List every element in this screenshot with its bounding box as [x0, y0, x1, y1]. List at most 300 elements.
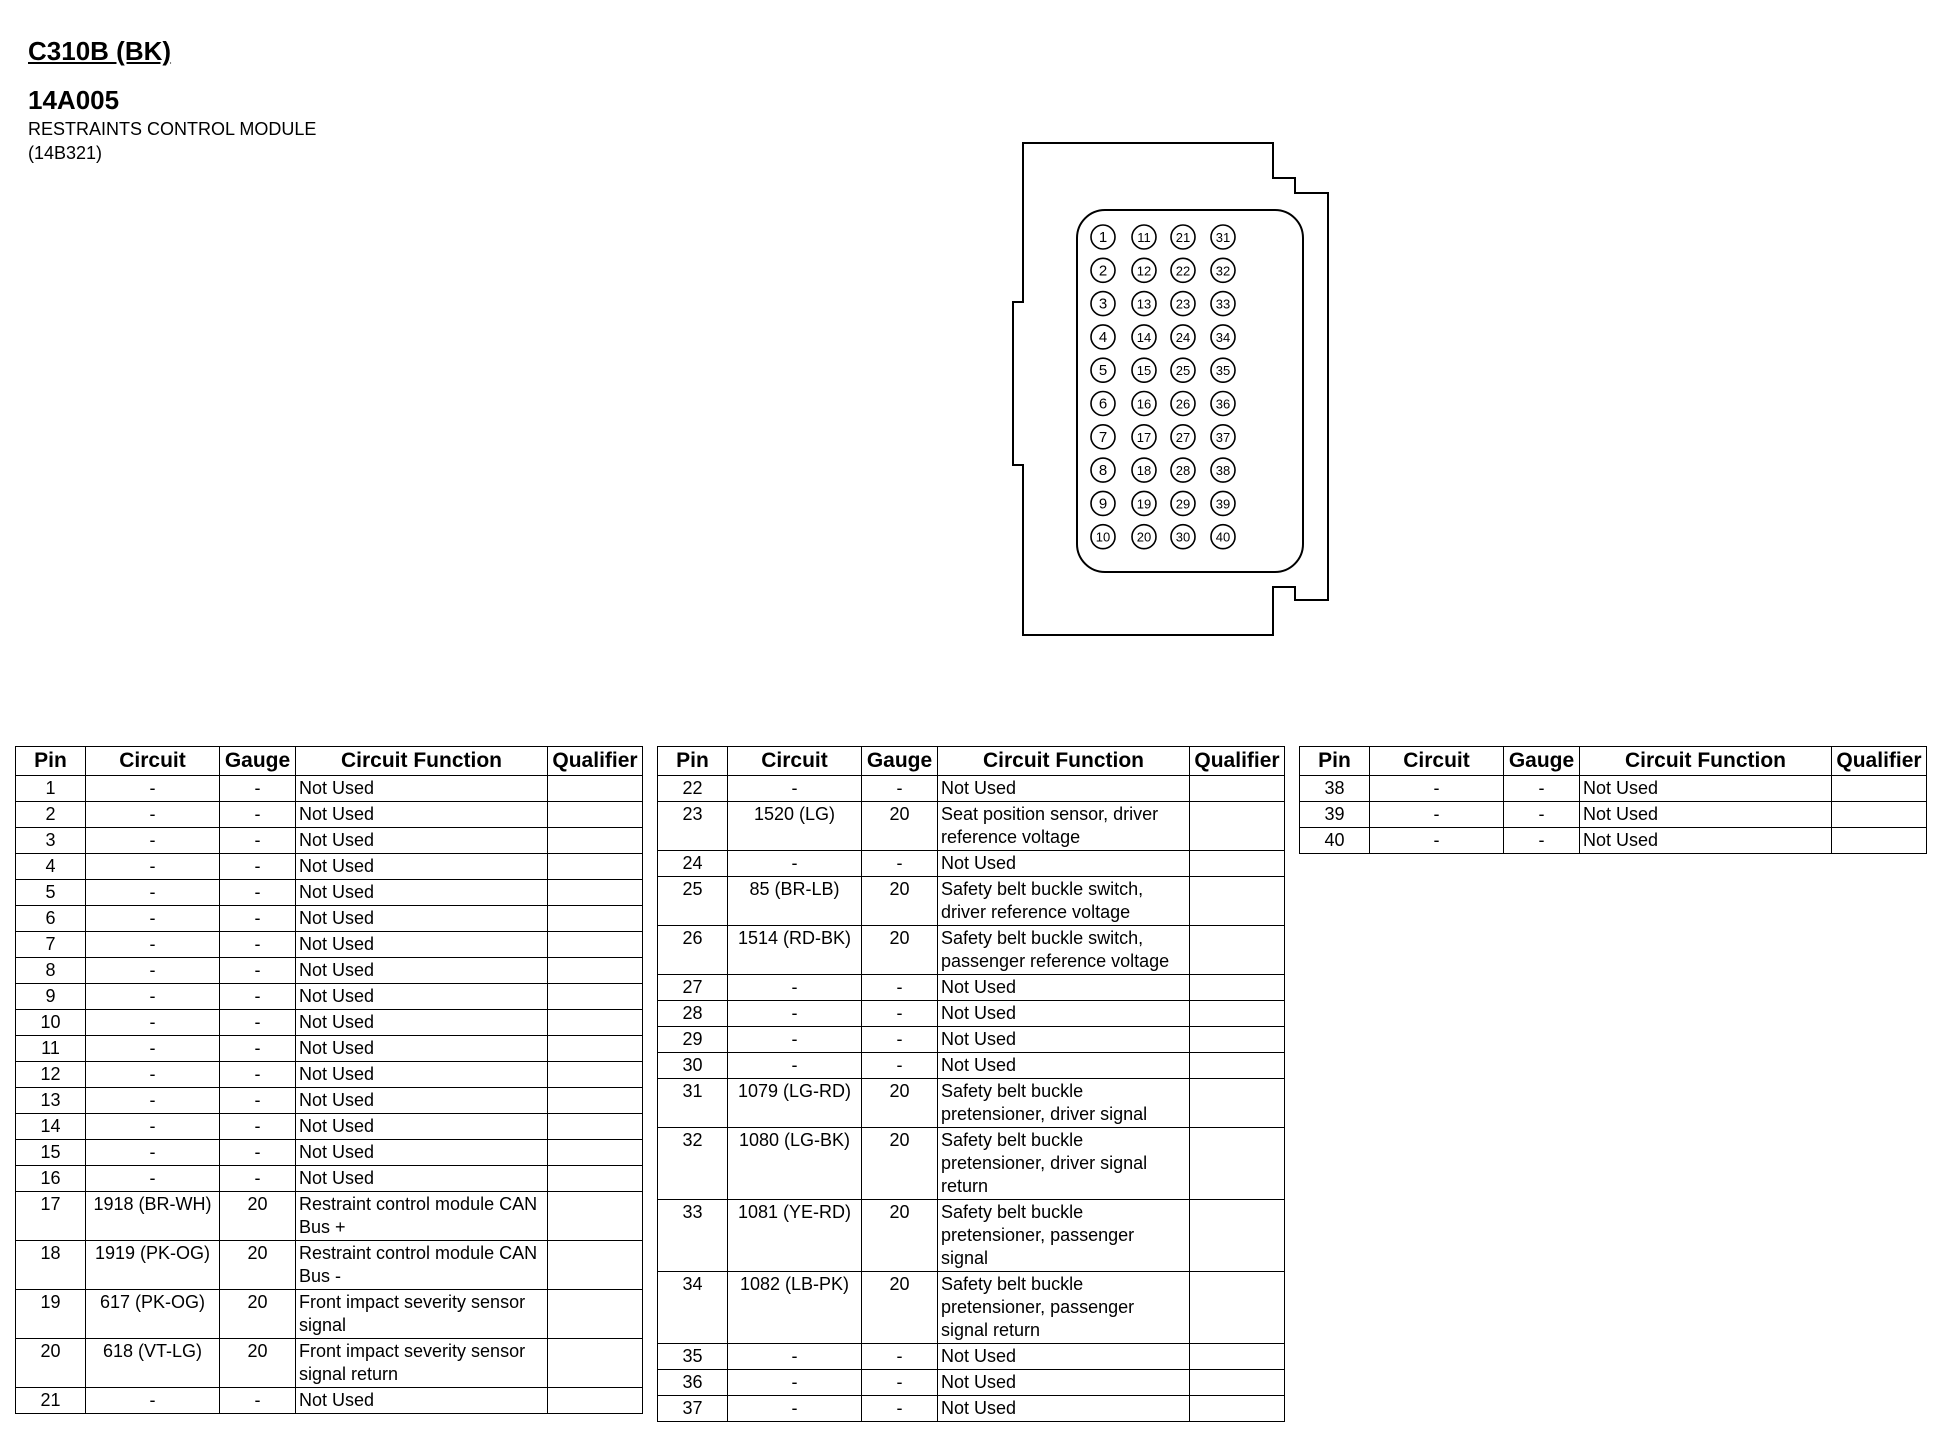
pin-cell: 14 [16, 1114, 86, 1140]
table-row [1300, 828, 1927, 854]
connector-pin [1091, 358, 1115, 382]
pin-cell: 22 [658, 776, 728, 802]
circuit-cell: 1080 (LG-BK) [728, 1128, 862, 1200]
circuit-cell: - [86, 1166, 220, 1192]
connector-pin-label: 17 [1136, 429, 1152, 445]
pin-cell: 19 [16, 1290, 86, 1339]
qualifier-cell [1190, 1370, 1285, 1396]
circuit-function-cell: Not Used [938, 1027, 1190, 1053]
qualifier-cell [1190, 1001, 1285, 1027]
pin-cell: 33 [658, 1200, 728, 1272]
pin-cell: 21 [16, 1388, 86, 1414]
header-qualifier: Qualifier [548, 747, 643, 776]
qualifier-cell [1190, 877, 1285, 926]
circuit-cell: 85 (BR-LB) [728, 877, 862, 926]
gauge-cell: 20 [862, 877, 938, 926]
qualifier-cell [548, 1088, 643, 1114]
connector-pin [1132, 358, 1156, 382]
gauge-cell: 20 [862, 1272, 938, 1344]
table-row [16, 880, 643, 906]
circuit-cell: - [728, 1053, 862, 1079]
qualifier-cell [1190, 926, 1285, 975]
table-row [16, 906, 643, 932]
circuit-function-cell: Not Used [938, 1001, 1190, 1027]
circuit-cell: - [1370, 828, 1504, 854]
gauge-cell: - [862, 851, 938, 877]
connector-pin [1211, 258, 1235, 282]
circuit-function-cell: Seat position sensor, driver reference voltage [938, 802, 1190, 851]
table-row [658, 776, 1285, 802]
connector-pin-label: 31 [1215, 230, 1231, 245]
circuit-cell: - [86, 906, 220, 932]
table-row [658, 1344, 1285, 1370]
circuit-cell: - [86, 1088, 220, 1114]
pin-cell: 1 [16, 776, 86, 802]
part-number: 14A005 [28, 85, 120, 115]
gauge-cell: - [1504, 802, 1580, 828]
circuit-cell: - [728, 776, 862, 802]
connector-pin-label: 23 [1175, 296, 1191, 312]
table-row [16, 1114, 643, 1140]
connector-pin [1211, 358, 1235, 382]
pin-cell: 35 [658, 1344, 728, 1370]
connector-pin [1091, 525, 1115, 549]
qualifier-cell [1190, 1128, 1285, 1200]
gauge-cell: 20 [862, 926, 938, 975]
connector-pin-label: 20 [1136, 529, 1152, 545]
circuit-cell: - [86, 828, 220, 854]
connector-pin-label: 1 [1098, 229, 1108, 246]
table-row [16, 984, 643, 1010]
gauge-cell: - [220, 854, 296, 880]
gauge-cell: - [220, 1166, 296, 1192]
table-row [16, 1010, 643, 1036]
connector-pin-label: 33 [1215, 296, 1231, 312]
connector-pin-label: 39 [1215, 496, 1231, 512]
connector-pin-label: 22 [1175, 263, 1191, 279]
circuit-cell: 1520 (LG) [728, 802, 862, 851]
circuit-function-cell: Restraint control module CAN Bus + [296, 1192, 548, 1241]
circuit-function-cell: Safety belt buckle switch, driver reference voltage [938, 877, 1190, 926]
connector-pin-label: 4 [1098, 328, 1108, 346]
gauge-cell: 20 [862, 1128, 938, 1200]
connector-pin-label: 30 [1175, 529, 1191, 545]
pin-cell: 5 [16, 880, 86, 906]
table-row [658, 877, 1285, 926]
gauge-cell: - [862, 1001, 938, 1027]
header-qualifier: Qualifier [1832, 747, 1927, 776]
gauge-cell: - [220, 1114, 296, 1140]
connector-pin [1211, 292, 1235, 316]
table-row [16, 1241, 643, 1290]
connector-pin-label: 10 [1095, 529, 1111, 545]
connector-pin-label: 19 [1136, 496, 1152, 512]
connector-pin [1132, 325, 1156, 349]
header-gauge: Gauge [1504, 747, 1580, 776]
gauge-cell: 20 [220, 1339, 296, 1388]
table-row [658, 1001, 1285, 1027]
header-gauge: Gauge [220, 747, 296, 776]
circuit-function-cell: Not Used [296, 1140, 548, 1166]
qualifier-cell [1190, 776, 1285, 802]
pin-cell: 39 [1300, 802, 1370, 828]
circuit-function-cell: Not Used [1580, 776, 1832, 802]
circuit-cell: - [86, 1010, 220, 1036]
connector-pin [1132, 392, 1156, 416]
qualifier-cell [548, 1192, 643, 1241]
table-header-row [658, 747, 1285, 776]
connector-pin-label: 26 [1175, 396, 1191, 412]
qualifier-cell [1832, 802, 1927, 828]
table-row [16, 1088, 643, 1114]
pin-cell: 9 [16, 984, 86, 1010]
qualifier-cell [1190, 851, 1285, 877]
circuit-function-cell: Safety belt buckle pretensioner, passenger signal return [938, 1272, 1190, 1344]
connector-pin-label: 7 [1098, 428, 1108, 446]
table-row [658, 851, 1285, 877]
gauge-cell: 20 [862, 1200, 938, 1272]
pin-cell: 3 [16, 828, 86, 854]
pin-cell: 15 [16, 1140, 86, 1166]
pin-cell: 32 [658, 1128, 728, 1200]
circuit-function-cell: Not Used [296, 828, 548, 854]
circuit-cell: 1514 (RD-BK) [728, 926, 862, 975]
qualifier-cell [1190, 802, 1285, 851]
connector-pin [1171, 292, 1195, 316]
connector-pin-label: 14 [1136, 329, 1152, 345]
qualifier-cell [1190, 1053, 1285, 1079]
gauge-cell: 20 [862, 802, 938, 851]
connector-pin-label: 34 [1215, 329, 1231, 345]
table-header-row [1300, 747, 1927, 776]
pin-cell: 28 [658, 1001, 728, 1027]
gauge-cell: - [220, 958, 296, 984]
connector-pin-label: 27 [1175, 429, 1191, 445]
connector-pin-label: 29 [1175, 496, 1191, 512]
connector-pin-label: 35 [1215, 363, 1231, 379]
gauge-cell: 20 [220, 1290, 296, 1339]
pin-cell: 7 [16, 932, 86, 958]
pin-cell: 25 [658, 877, 728, 926]
gauge-cell: - [862, 1027, 938, 1053]
pin-cell: 13 [16, 1088, 86, 1114]
qualifier-cell [548, 984, 643, 1010]
table-row [16, 1192, 643, 1241]
gauge-cell: - [862, 975, 938, 1001]
table-row [16, 854, 643, 880]
table-row [658, 1128, 1285, 1200]
gauge-cell: - [220, 1140, 296, 1166]
pin-cell: 4 [16, 854, 86, 880]
qualifier-cell [1190, 1272, 1285, 1344]
qualifier-cell [548, 1114, 643, 1140]
gauge-cell: - [220, 1010, 296, 1036]
pin-cell: 16 [16, 1166, 86, 1192]
circuit-function-cell: Not Used [296, 958, 548, 984]
pin-cell: 37 [658, 1396, 728, 1422]
connector-pin-label: 15 [1136, 363, 1152, 379]
circuit-function-cell: Safety belt buckle pretensioner, driver signal [938, 1079, 1190, 1128]
connector-housing-outline [1013, 143, 1328, 635]
table-row [1300, 776, 1927, 802]
circuit-cell: - [86, 984, 220, 1010]
pin-cell: 23 [658, 802, 728, 851]
pin-cell: 38 [1300, 776, 1370, 802]
gauge-cell: - [220, 932, 296, 958]
pin-cell: 20 [16, 1339, 86, 1388]
pin-cell: 6 [16, 906, 86, 932]
connector-pin [1211, 491, 1235, 515]
gauge-cell: - [1504, 828, 1580, 854]
qualifier-cell [548, 1166, 643, 1192]
gauge-cell: - [220, 802, 296, 828]
circuit-cell: - [86, 958, 220, 984]
gauge-cell: - [862, 1396, 938, 1422]
qualifier-cell [1190, 1079, 1285, 1128]
pin-cell: 31 [658, 1079, 728, 1128]
connector-pin-label: 38 [1215, 463, 1231, 479]
connector-pin-label: 8 [1098, 462, 1108, 480]
circuit-cell: 1918 (BR-WH) [86, 1192, 220, 1241]
qualifier-cell [1190, 1200, 1285, 1272]
connector-pin [1091, 392, 1115, 416]
table-row [1300, 802, 1927, 828]
connector-pin-label: 21 [1175, 230, 1191, 245]
table-row [658, 1027, 1285, 1053]
pin-cell: 2 [16, 802, 86, 828]
connector-pin-label: 9 [1098, 495, 1108, 513]
header-gauge: Gauge [862, 747, 938, 776]
qualifier-cell [548, 854, 643, 880]
circuit-cell: 1081 (YE-RD) [728, 1200, 862, 1272]
connector-pin-label: 24 [1175, 329, 1191, 345]
table-row [658, 1272, 1285, 1344]
table-row [16, 1036, 643, 1062]
circuit-cell: - [728, 1001, 862, 1027]
circuit-function-cell: Not Used [1580, 828, 1832, 854]
qualifier-cell [548, 958, 643, 984]
circuit-function-cell: Not Used [938, 1053, 1190, 1079]
circuit-cell: - [728, 975, 862, 1001]
table-row [16, 802, 643, 828]
qualifier-cell [548, 1036, 643, 1062]
connector-pin-label: 16 [1136, 396, 1152, 412]
circuit-function-cell: Not Used [938, 975, 1190, 1001]
circuit-function-cell: Not Used [296, 854, 548, 880]
circuit-function-cell: Not Used [296, 1036, 548, 1062]
header-circuit-function: Circuit Function [938, 747, 1190, 776]
connector-pin-label: 32 [1215, 263, 1231, 279]
connector-pin [1132, 225, 1156, 249]
circuit-function-cell: Not Used [296, 1010, 548, 1036]
circuit-function-cell: Restraint control module CAN Bus - [296, 1241, 548, 1290]
circuit-cell: - [86, 932, 220, 958]
connector-pin-label: 36 [1215, 396, 1231, 412]
circuit-cell: - [86, 1140, 220, 1166]
connector-pin [1211, 525, 1235, 549]
header-circuit: Circuit [86, 747, 220, 776]
pinout-table-1 [15, 746, 643, 1414]
table-row [16, 1166, 643, 1192]
qualifier-cell [548, 932, 643, 958]
circuit-function-cell: Not Used [296, 1088, 548, 1114]
connector-pin-label: 2 [1098, 262, 1108, 280]
connector-pin [1171, 392, 1195, 416]
gauge-cell: 20 [220, 1241, 296, 1290]
circuit-function-cell: Not Used [938, 1370, 1190, 1396]
connector-pin [1091, 458, 1115, 482]
connector-pin [1171, 425, 1195, 449]
qualifier-cell [1190, 1027, 1285, 1053]
qualifier-cell [1832, 828, 1927, 854]
circuit-function-cell: Front impact severity sensor signal return [296, 1339, 548, 1388]
connector-pin [1091, 292, 1115, 316]
circuit-cell: - [86, 1114, 220, 1140]
gauge-cell: - [220, 1388, 296, 1414]
header-pin: Pin [16, 747, 86, 776]
qualifier-cell [1190, 1344, 1285, 1370]
qualifier-cell [548, 880, 643, 906]
connector-pin [1132, 425, 1156, 449]
table-row [16, 1062, 643, 1088]
connector-pin-label: 25 [1175, 363, 1191, 379]
gauge-cell: 20 [862, 1079, 938, 1128]
qualifier-cell [548, 1290, 643, 1339]
connector-pin-label: 12 [1136, 263, 1152, 279]
circuit-cell: - [728, 1370, 862, 1396]
circuit-cell: - [1370, 802, 1504, 828]
connector-pin [1171, 258, 1195, 282]
gauge-cell: - [1504, 776, 1580, 802]
header-qualifier: Qualifier [1190, 747, 1285, 776]
gauge-cell: 20 [220, 1192, 296, 1241]
circuit-cell: - [86, 1388, 220, 1414]
qualifier-cell [548, 776, 643, 802]
header-circuit-function: Circuit Function [1580, 747, 1832, 776]
connector-pin [1132, 458, 1156, 482]
pin-cell: 12 [16, 1062, 86, 1088]
qualifier-cell [548, 1241, 643, 1290]
qualifier-cell [548, 1339, 643, 1388]
pin-cell: 26 [658, 926, 728, 975]
table-row [16, 958, 643, 984]
circuit-cell: - [86, 802, 220, 828]
circuit-function-cell: Not Used [938, 851, 1190, 877]
qualifier-cell [1190, 1396, 1285, 1422]
connector-pin [1171, 325, 1195, 349]
qualifier-cell [1832, 776, 1927, 802]
header-circuit-function: Circuit Function [296, 747, 548, 776]
connector-title: C310B (BK) [28, 36, 172, 66]
pin-cell: 40 [1300, 828, 1370, 854]
connector-pin-label: 3 [1098, 295, 1108, 313]
circuit-cell: - [86, 854, 220, 880]
gauge-cell: - [220, 906, 296, 932]
table-row [658, 1079, 1285, 1128]
pin-cell: 29 [658, 1027, 728, 1053]
table-row [658, 1053, 1285, 1079]
pin-cell: 17 [16, 1192, 86, 1241]
connector-pin [1091, 491, 1115, 515]
pin-cell: 8 [16, 958, 86, 984]
qualifier-cell [1190, 975, 1285, 1001]
connector-pin-label: 40 [1215, 529, 1231, 545]
circuit-cell: - [1370, 776, 1504, 802]
connector-pin-label: 18 [1136, 463, 1152, 479]
connector-pin [1091, 325, 1115, 349]
qualifier-cell [548, 828, 643, 854]
qualifier-cell [548, 1062, 643, 1088]
connector-pin-label: 28 [1175, 463, 1191, 479]
circuit-function-cell: Not Used [296, 1166, 548, 1192]
circuit-cell: 618 (VT-LG) [86, 1339, 220, 1388]
connector-pin [1211, 392, 1235, 416]
circuit-function-cell: Not Used [296, 1062, 548, 1088]
circuit-function-cell: Not Used [296, 932, 548, 958]
connector-pin-label: 37 [1215, 429, 1231, 445]
connector-pin-label: 6 [1098, 395, 1108, 413]
table-row [16, 1339, 643, 1388]
table-row [16, 776, 643, 802]
circuit-function-cell: Safety belt buckle pretensioner, driver signal return [938, 1128, 1190, 1200]
circuit-cell: - [86, 776, 220, 802]
connector-pin [1211, 225, 1235, 249]
table-row [16, 828, 643, 854]
gauge-cell: - [220, 1062, 296, 1088]
module-description: RESTRAINTS CONTROL MODULE [28, 119, 317, 139]
connector-pin-label: 13 [1136, 296, 1152, 312]
table-row [16, 932, 643, 958]
connector-pin [1211, 458, 1235, 482]
circuit-function-cell: Not Used [938, 776, 1190, 802]
table-row [658, 802, 1285, 851]
connector-pin [1171, 358, 1195, 382]
gauge-cell: - [220, 880, 296, 906]
circuit-cell: - [728, 851, 862, 877]
table-row [658, 1200, 1285, 1272]
gauge-cell: - [220, 776, 296, 802]
circuit-function-cell: Safety belt buckle switch, passenger reference voltage [938, 926, 1190, 975]
circuit-function-cell: Not Used [296, 984, 548, 1010]
circuit-function-cell: Front impact severity sensor signal [296, 1290, 548, 1339]
pin-cell: 11 [16, 1036, 86, 1062]
header-pin: Pin [1300, 747, 1370, 776]
table-row [16, 1140, 643, 1166]
connector-pin-label: 5 [1098, 362, 1108, 380]
table-row [16, 1290, 643, 1339]
connector-pin-label: 11 [1137, 230, 1151, 245]
circuit-function-cell: Not Used [296, 1388, 548, 1414]
qualifier-cell [548, 1010, 643, 1036]
circuit-cell: 617 (PK-OG) [86, 1290, 220, 1339]
circuit-cell: - [86, 880, 220, 906]
connector-pin [1171, 458, 1195, 482]
table-row [16, 1388, 643, 1414]
gauge-cell: - [862, 1370, 938, 1396]
pin-cell: 36 [658, 1370, 728, 1396]
circuit-function-cell: Safety belt buckle pretensioner, passenger signal [938, 1200, 1190, 1272]
connector-face-diagram [1005, 140, 1345, 650]
pin-cell: 24 [658, 851, 728, 877]
table-row [658, 975, 1285, 1001]
connector-pin [1171, 225, 1195, 249]
circuit-cell: 1919 (PK-OG) [86, 1241, 220, 1290]
table-row [658, 1396, 1285, 1422]
connector-pin [1171, 491, 1195, 515]
circuit-function-cell: Not Used [296, 1114, 548, 1140]
qualifier-cell [548, 1388, 643, 1414]
pinout-table-3 [1299, 746, 1927, 854]
